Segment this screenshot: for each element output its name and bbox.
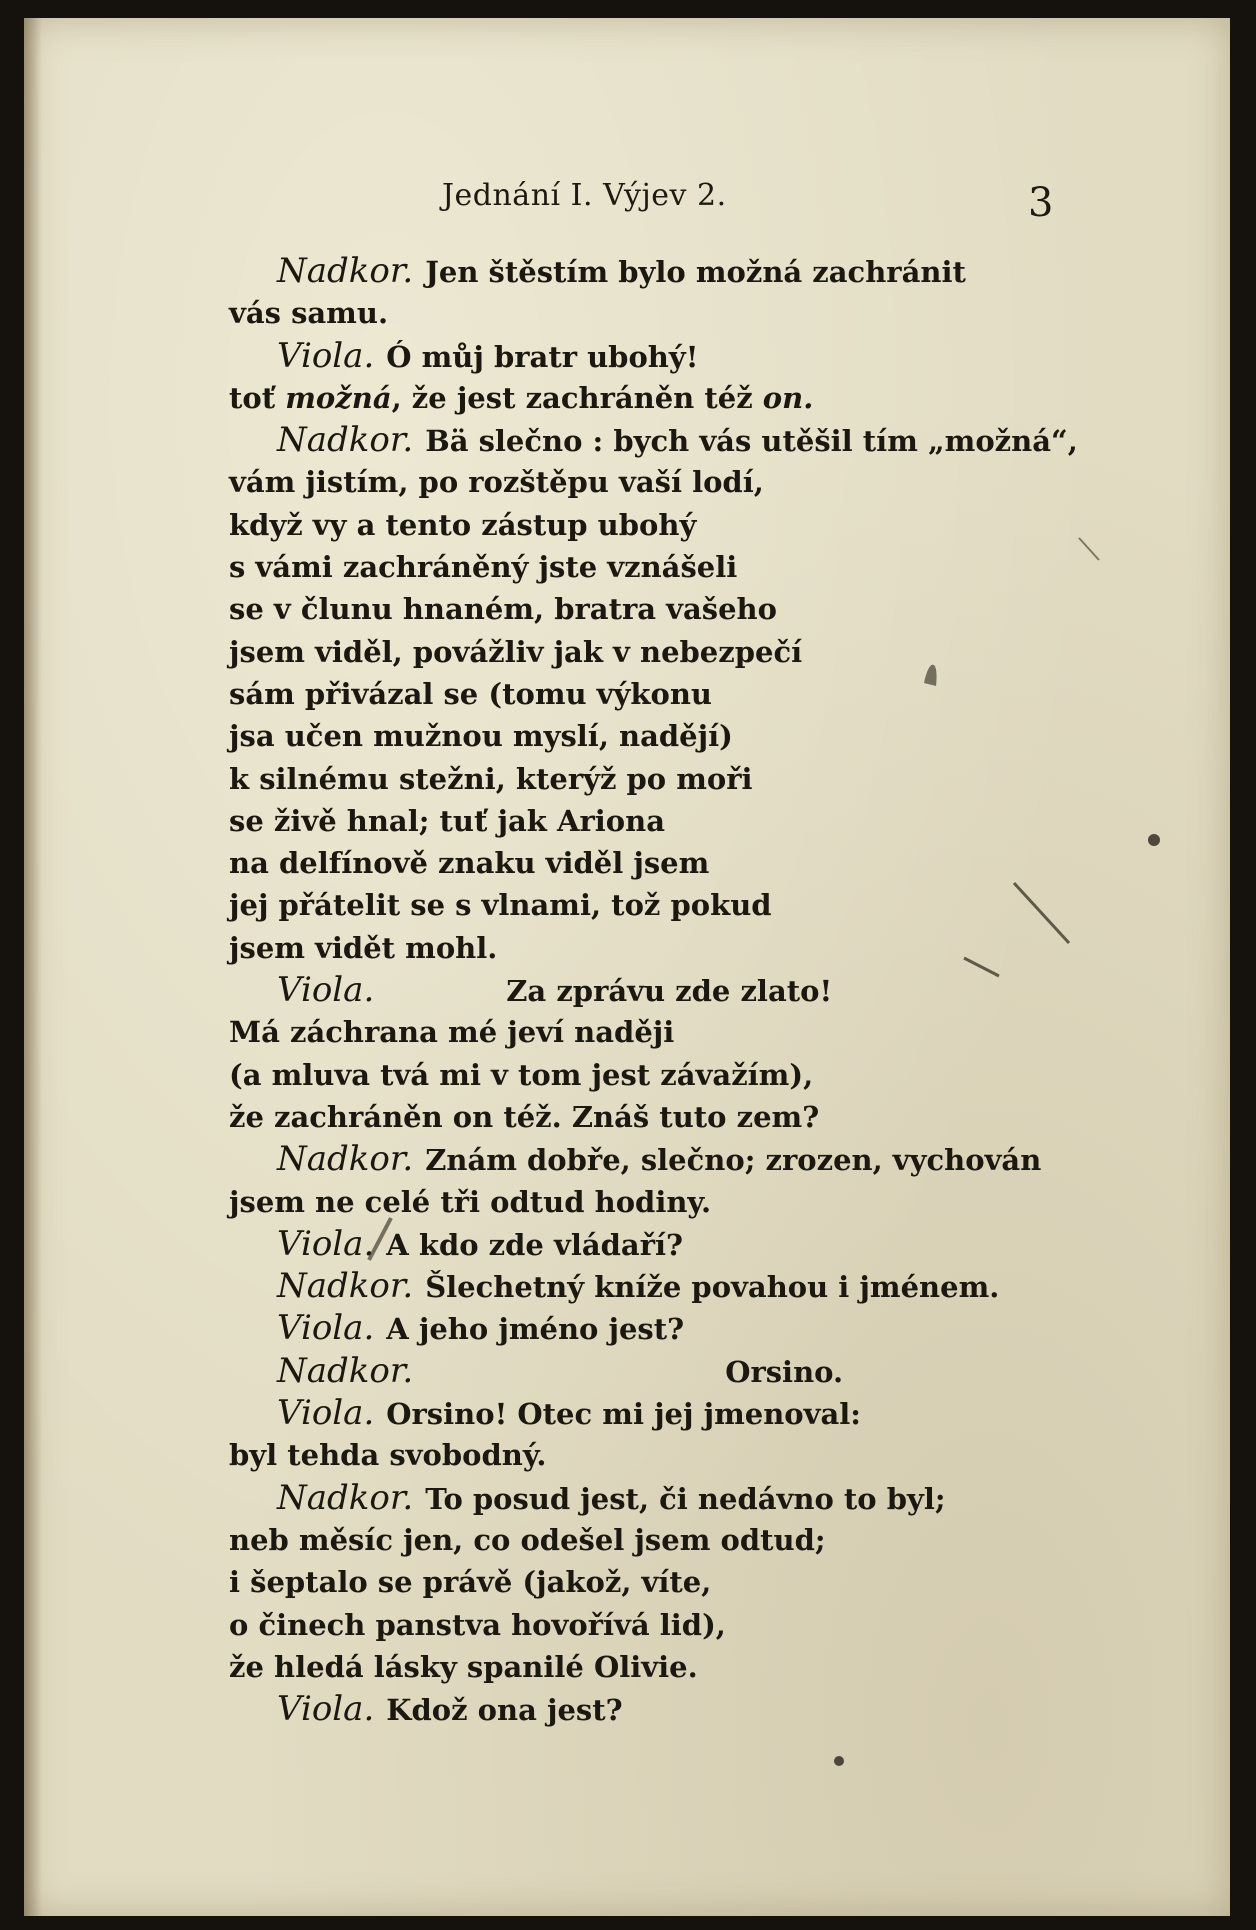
text-run: Orsino. — [725, 1354, 844, 1389]
text-run: Kdož ona jest? — [386, 1693, 623, 1728]
text-run: Za zprávu zde zlato! — [506, 974, 833, 1009]
text-run: jsem viděl, povážliv jak v nebezpečí — [229, 634, 803, 669]
text-run: , že jest zachráněn též — [391, 380, 763, 415]
ink-stain — [369, 1218, 391, 1260]
ink-stain — [1014, 883, 1069, 943]
text-run: o činech panstva hovořívá lid), — [229, 1607, 726, 1642]
text-run: toť — [229, 380, 286, 415]
text-run: že zachráněn on též. Znáš tuto zem? — [229, 1099, 820, 1134]
speaker-name: Nadkor. — [277, 420, 414, 461]
text-run: A kdo zde vládaří? — [386, 1227, 683, 1262]
text-run: Orsino! Otec mi jej jmenoval: — [386, 1397, 862, 1432]
text-run: neb měsíc jen, co odešel jsem odtud; — [229, 1522, 826, 1557]
text-run: Znám dobře, slečno; zrozen, vychován — [425, 1143, 1042, 1178]
text-run: i šeptalo se právě (jakož, víte, — [229, 1565, 712, 1600]
speaker-name: Nadkor. — [277, 1266, 414, 1307]
text-run: To posud jest, či nedávno to byl; — [425, 1481, 946, 1516]
speaker-name: Viola. — [277, 1223, 375, 1264]
speaker-name: Nadkor. — [277, 251, 414, 291]
text-run: Ó můj bratr ubohý! — [386, 339, 699, 374]
text-run: s vámi zachráněný jste vznášeli — [229, 550, 738, 585]
text-run: vás samu. — [229, 296, 389, 331]
speaker-name: Viola. — [277, 1308, 375, 1349]
text-run: jej přátelit se s vlnami, tož pokud — [229, 888, 772, 923]
text-run: on. — [762, 380, 814, 415]
text-run: že hledá lásky spanilé Olivie. — [229, 1649, 698, 1684]
text-run: jsem ne celé tři odtud hodiny. — [229, 1184, 712, 1219]
text-run: se živě hnal; tuť jak Ariona — [229, 803, 665, 838]
ink-stain — [964, 958, 999, 976]
speaker-name: Nadkor. — [277, 1477, 414, 1518]
text-run: Má záchrana mé jeví naději — [229, 1015, 675, 1050]
running-head: Jednání I. Výjev 2. — [442, 178, 727, 213]
text-run: A jeho jméno jest? — [386, 1312, 685, 1347]
text-run: byl tehda svobodný. — [229, 1438, 547, 1473]
book-page — [24, 18, 1230, 1916]
text-run: Jen štěstím bylo možná zachránit — [425, 255, 966, 289]
text-run: Bä slečno : bych vás utěšil tím „možná“, — [425, 424, 1078, 459]
text-run: vám jistím, po rozštěpu vaší lodí, — [229, 465, 764, 500]
speaker-name: Nadkor. — [277, 1350, 414, 1391]
ink-stain — [1079, 538, 1099, 560]
text-run: jsem vidět mohl. — [229, 930, 498, 965]
text-run: jsa učen mužnou myslí, nadějí) — [229, 719, 733, 754]
speaker-name: Nadkor. — [277, 1139, 414, 1180]
speaker-name: Viola. — [277, 970, 375, 1011]
text-run: k silnému stežni, kterýž po moři — [229, 761, 753, 796]
ink-stains — [24, 18, 1230, 1916]
ink-stain — [924, 665, 937, 686]
text-run: (a mluva tvá mi v tom jest závažím), — [229, 1057, 814, 1092]
text-run: Šlechetný kníže povahou i jménem. — [425, 1270, 1000, 1305]
text-run: možná — [285, 380, 392, 415]
ink-stain — [1148, 834, 1160, 846]
ink-stain — [834, 1756, 844, 1766]
speaker-name: Viola. — [277, 335, 375, 376]
text-run: sám přivázal se (tomu výkonu — [229, 676, 712, 711]
text-run: se v člunu hnaném, bratra vašeho — [229, 592, 777, 627]
text-run: když vy a tento zástup ubohý — [229, 507, 697, 542]
text-run: na delfínově znaku viděl jsem — [229, 846, 710, 881]
page-number: 3 — [1028, 180, 1054, 226]
speaker-name: Viola. — [277, 1689, 375, 1730]
speaker-name: Viola. — [277, 1393, 375, 1434]
